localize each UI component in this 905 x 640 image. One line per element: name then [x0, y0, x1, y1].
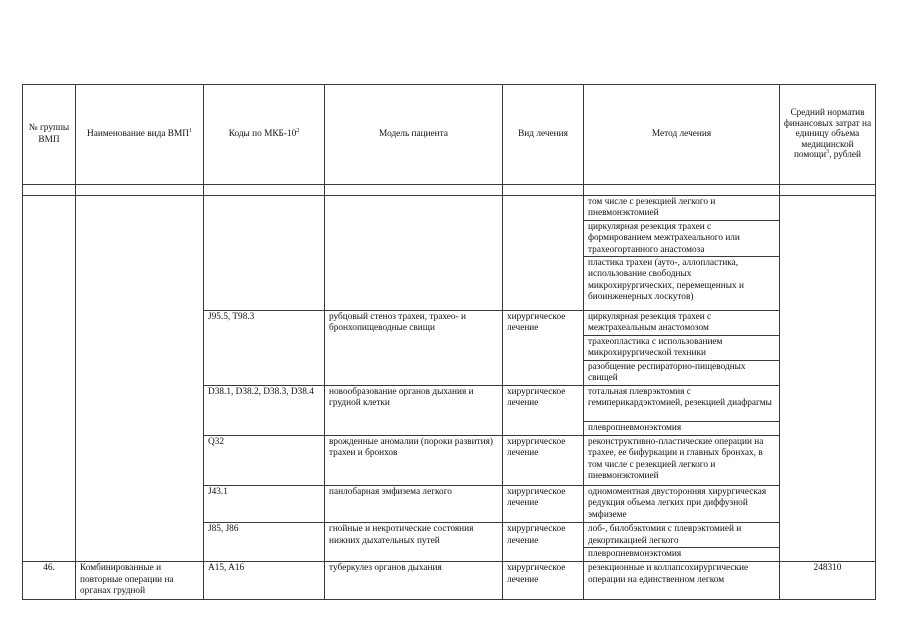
- table-header-row: [23, 85, 876, 185]
- model-cell: рубцовый стеноз трахеи, трахео- и бронхопищеводные свищи: [325, 311, 503, 386]
- model-cell: [325, 196, 503, 311]
- model-cell: туберкулез органов дыхания: [325, 562, 503, 600]
- method-cell: [584, 196, 780, 311]
- method-item: разобщение респираторно-пищеводных свищей: [588, 362, 746, 384]
- method-cell: реконструктивно-пластические операции на трахее, ее бифуркации и главных бронхах, в том числе с резекцией легкого и пневмонэктомией: [584, 436, 780, 486]
- method-cell: одномоментная двусторонняя хирургическая редукция объема легких при диффузной эмфиземе: [584, 486, 780, 523]
- method-item: том числе с резекцией легкого и пневмонэктомией: [584, 196, 779, 221]
- method-cell: [584, 311, 780, 386]
- method-item: пластика трахеи (ауто-, аллопластика, использование свободных микрохирургических, перемещенных и биоинженерных лоскутов): [588, 258, 744, 303]
- type-cell: хирургическое лечение: [503, 436, 584, 486]
- codes-cell: A15, A16: [204, 562, 325, 600]
- method-item: плевропневмонэктомия: [588, 423, 682, 433]
- vmp-name-cell: Комбинированные и повторные операции на органах грудной: [76, 562, 204, 600]
- cost-cell: [780, 196, 876, 562]
- header-spacer-row: [23, 185, 876, 196]
- codes-cell: J43.1: [204, 486, 325, 523]
- method-item: тотальная плеврэктомия с гемиперикардэктомией, резекцией диафрагмы: [584, 386, 779, 422]
- method-item: трахеопластика с использованием микрохирургической техники: [584, 336, 779, 361]
- type-cell: хирургическое лечение: [503, 311, 584, 386]
- codes-cell: J85, J86: [204, 523, 325, 562]
- cost-cell: 248310: [780, 562, 876, 600]
- header-icd-codes: Коды по МКБ-$10^2$: [204, 85, 325, 185]
- method-item: циркулярная резекция трахеи с межтрахеальным анастомозом: [584, 311, 779, 336]
- method-cell: [584, 386, 780, 436]
- group-number-cell: [23, 196, 76, 562]
- table-row: [23, 196, 876, 311]
- model-cell: новообразование органов дыхания и грудной клетки: [325, 386, 503, 436]
- codes-cell: Q32: [204, 436, 325, 486]
- header-vmp-name: Наименование вида ВМП$^1$: [76, 85, 204, 185]
- header-patient-model: Модель пациента: [325, 85, 503, 185]
- table-row-group-46: [23, 562, 876, 600]
- header-cost-standard: Средний норматив финансовых затрат на единицу объема медицинской помощи$^3$, рублей: [780, 85, 876, 185]
- method-item: плевропневмонэктомия: [588, 549, 682, 560]
- method-item: циркулярная резекция трахеи с формированием межтрахеального или трахеогортанного анастомоза: [584, 221, 779, 257]
- method-cell: резекционные и коллапсохирургические операции на единственном легком: [584, 562, 780, 600]
- model-cell: врожденные аномалии (пороки развития) трахеи и бронхов: [325, 436, 503, 486]
- codes-cell: J95.5, T98.3: [204, 311, 325, 386]
- method-cell: [584, 523, 780, 562]
- codes-cell: D38.1, D38.2, D38.3, D38.4: [204, 386, 325, 436]
- codes-cell: [204, 196, 325, 311]
- vmp-name-cell: [76, 196, 204, 562]
- group-number-cell: 46.: [23, 562, 76, 600]
- model-cell: панлобарная эмфизема легкого: [325, 486, 503, 523]
- header-treatment-method: Метод лечения: [584, 85, 780, 185]
- method-item: лоб-, билобэктомия с плеврэктомией и декортикацией легкого: [584, 523, 779, 548]
- type-cell: хирургическое лечение: [503, 386, 584, 436]
- model-cell: гнойные и некротические состояния нижних дыхательных путей: [325, 523, 503, 562]
- type-cell: хирургическое лечение: [503, 523, 584, 562]
- type-cell: хирургическое лечение: [503, 486, 584, 523]
- header-treatment-type: Вид лечения: [503, 85, 584, 185]
- header-group-number: № группы ВМП: [23, 85, 76, 185]
- type-cell: хирургическое лечение: [503, 562, 584, 600]
- vmp-table: [22, 84, 876, 600]
- type-cell: [503, 196, 584, 311]
